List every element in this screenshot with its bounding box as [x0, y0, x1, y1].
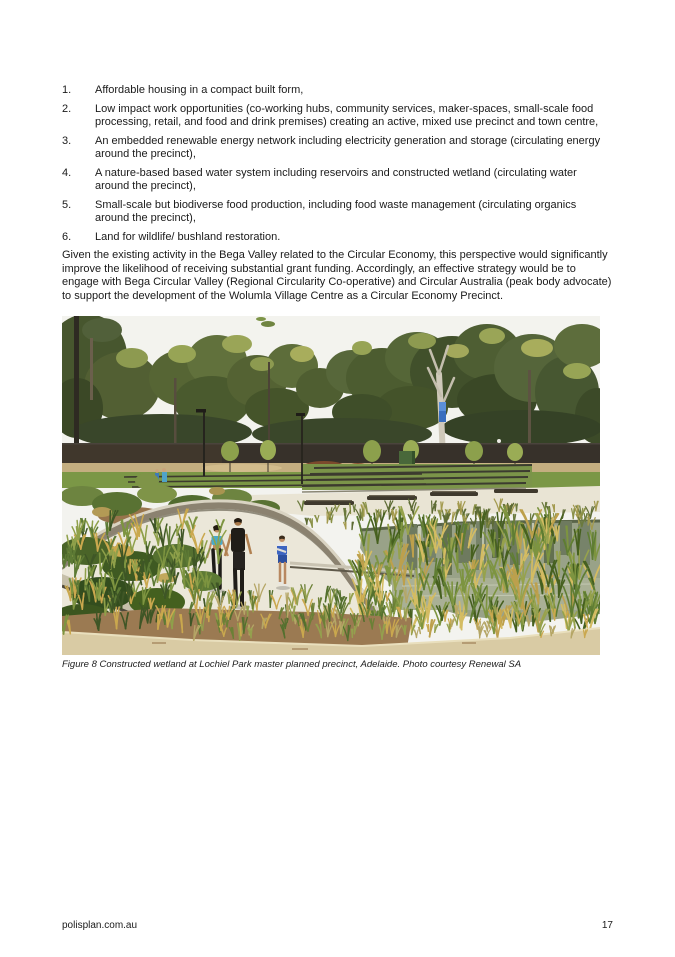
list-item — [62, 199, 615, 226]
figure — [62, 316, 600, 671]
list-item-number: 2. — [62, 102, 72, 115]
list-item-number: 3. — [62, 134, 72, 147]
list-item — [62, 231, 615, 245]
tree-trunk — [74, 316, 79, 444]
white-bird — [497, 439, 501, 443]
list-item — [62, 135, 615, 162]
list-item-text: A nature-based based water system including reservoirs and constructed wetland (circulating water around the precinct), — [95, 166, 577, 192]
list-item — [62, 167, 615, 194]
list-item-number: 4. — [62, 166, 72, 179]
list-item — [62, 103, 615, 130]
list-item-number: 6. — [62, 230, 72, 243]
page-number: 17 — [601, 920, 613, 931]
list-item — [62, 84, 615, 98]
list-item-number: 5. — [62, 198, 72, 211]
list-item-text: Land for wildlife/ bushland restoration. — [95, 230, 281, 243]
body-paragraph: Given the existing activity in the Bega Valley related to the Circular Economy, this perspective would significantly improve the likelihood of receiving substantial grant funding. Accordingly, an effective strategy would be to engage with Bega Circular Valley (Regional Circularity Co-operative) and Circular Australia (peak body advocate) to support the development of the Wolumla Village Centre as a Circular Economy Precinct. — [62, 249, 612, 302]
list-item-text: Affordable housing in a compact built form, — [95, 84, 304, 96]
wetland-photo — [62, 316, 600, 655]
list-item-text: Small-scale but biodiverse food production, including food waste management (circulating organics around the precinct), — [95, 198, 577, 224]
page-footer — [62, 920, 613, 931]
footer-site: polisplan.com.au — [62, 920, 138, 931]
figure-caption: Figure 8 Constructed wetland at Lochiel Park master planned precinct, Adelaide. Photo courtesy Renewal SA — [62, 659, 522, 670]
numbered-list — [62, 84, 615, 244]
wetland-photo-illustration — [62, 316, 600, 655]
list-item-text: An embedded renewable energy network including electricity generation and storage (circulating energy around the precinct), — [95, 134, 601, 160]
list-item-number: 1. — [62, 84, 72, 96]
page-content — [62, 84, 615, 671]
list-item-text: Low impact work opportunities (co-working hubs, community services, maker-spaces, small-scale food processing, retail, and food and drink premises) creating an active, mixed use precinct and town centre, — [95, 102, 599, 128]
